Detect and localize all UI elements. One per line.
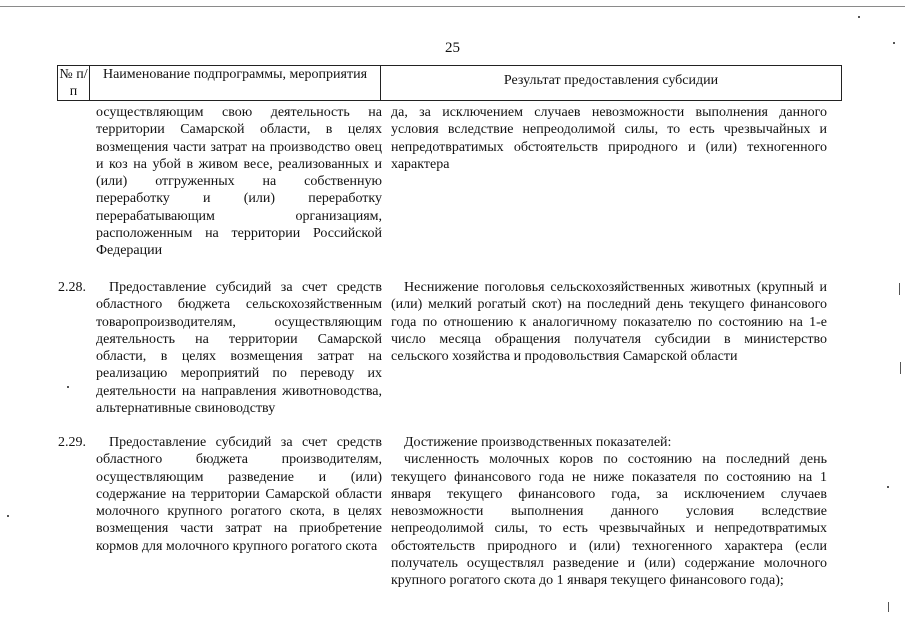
row-name — [96, 279, 382, 417]
scan-top-rule — [0, 6, 905, 7]
row-result-heading: Достижение производственных показателей: — [404, 435, 672, 450]
header-result: Результат предоставления субсидии — [503, 73, 719, 88]
scan-speck — [899, 283, 900, 295]
row-result — [391, 279, 827, 365]
continuation-result-text: да, за исключением случаев невозможности выполнения данного условия вследствие непреодолимой силы, то есть чрезвычайных и непредотвратимых обстоятельств природного и (или) техногенного характера — [391, 105, 827, 172]
header-number: № п/п — [58, 66, 90, 100]
scan-speck — [858, 16, 860, 18]
scan-speck — [7, 515, 9, 517]
row-result-text: Неснижение поголовья сельскохозяйственных животных (крупный и (или) мелкий рогатый скот) на последний день текущего финансового года по отношению к аналогичному показателю по состоянию на 1-е число месяца обращения получателя субсидии в министерство сельского хозяйства и продовольствия Самарской области — [391, 280, 827, 365]
row-name — [96, 434, 382, 555]
scan-speck — [67, 386, 69, 388]
continuation-name-text: осуществляющим свою деятельность на территории Самарской области, в целях возмещения части затрат на производство овец и коз на убой в живом весе, реализованных и (или) отгруженных на собственную переработку и (или) переработку перерабатывающим организациям, расположенным на территории Российской Федерации — [96, 105, 382, 259]
table-header — [57, 65, 842, 101]
scan-speck — [900, 362, 901, 374]
scan-speck — [888, 602, 889, 612]
row-result — [391, 434, 827, 590]
row-result-text: численность молочных коров по состоянию на последний день текущего финансового года не ниже показателя по состоянию на 1 января текущего финансового года, за исключением случаев невозможности выполнения данного условия вследствие непреодолимой силы, то есть чрезвычайных и непредотвратимых обстоятельств природного и (или) техногенного характера (если получатель осуществлял разведение и (или) содержание молочного крупного рогатого скота до 1 января текущего финансового года); — [391, 452, 827, 589]
row-number: 2.29. — [58, 435, 86, 450]
scan-speck — [887, 486, 889, 488]
page-number: 25 — [445, 40, 460, 56]
scan-speck — [893, 42, 895, 44]
row-number: 2.28. — [58, 280, 86, 295]
continuation-name — [96, 104, 382, 260]
continuation-result — [391, 104, 827, 173]
row-name-text: Предоставление субсидий за счет средств областного бюджета производителям, осуществляющим разведение и (или) содержание на территории Самарской области молочного крупного рогатого скота, в целях возмещения части затрат на приобретение кормов для молочного крупного рогатого скота — [96, 435, 382, 554]
row-name-text: Предоставление субсидий за счет средств областного бюджета сельскохозяйственным товаропроизводителям, осуществляющим деятельность на территории Самарской области, в целях возмещения затрат на реализацию мероприятий по переводу их деятельности на направления животноводства, альтернативные свиноводству — [96, 280, 382, 417]
header-name: Наименование подпрограммы, мероприятия — [90, 66, 381, 100]
